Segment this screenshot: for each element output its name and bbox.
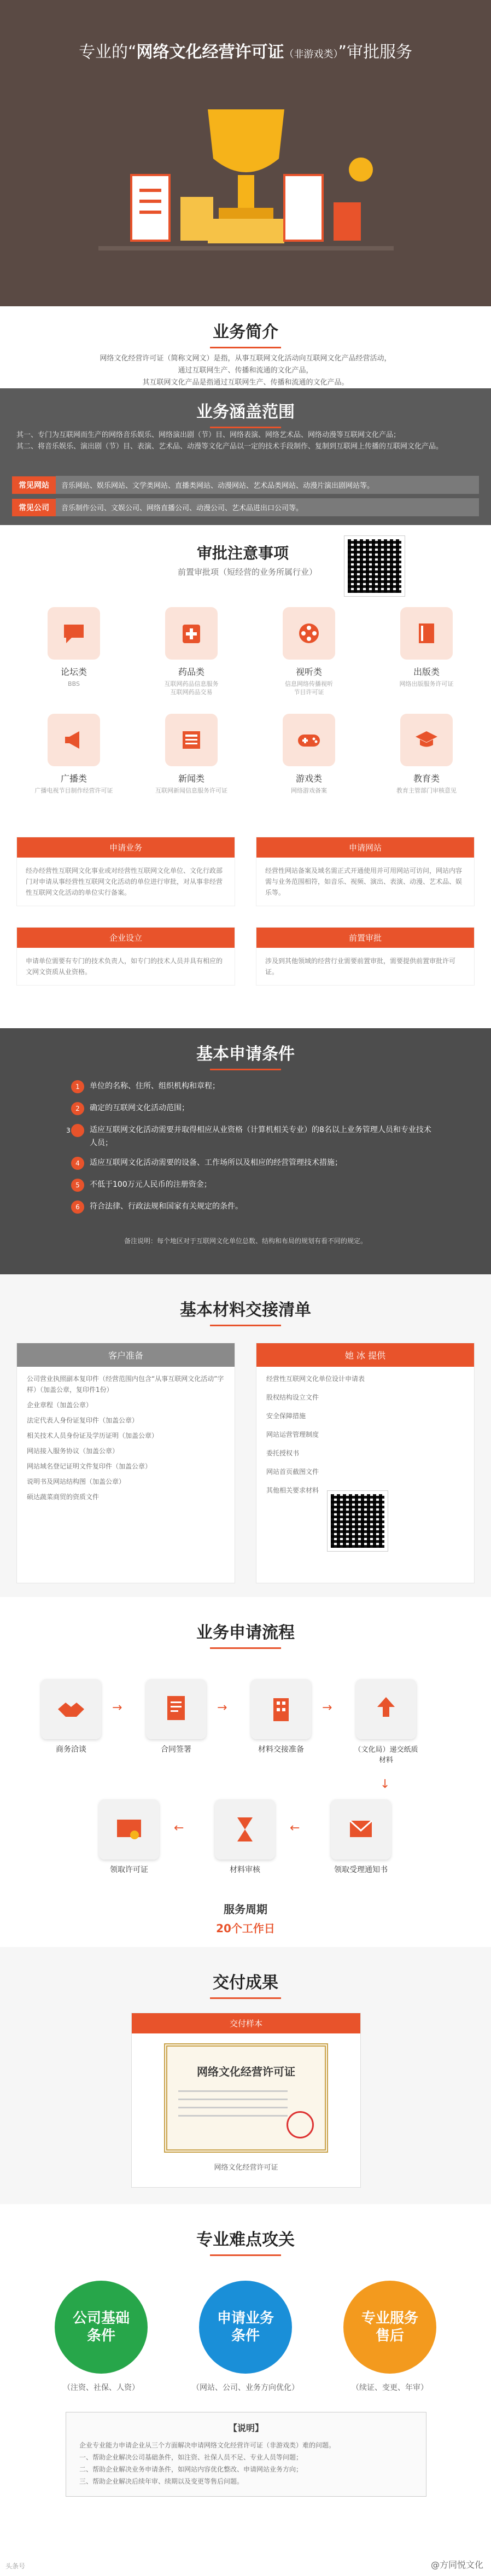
notes-section [0, 525, 491, 1028]
result-section [0, 1947, 491, 2204]
arrow-right-icon: → [217, 1701, 227, 1715]
category-publishing: 出版类 网络出版服务许可证 [372, 607, 481, 688]
difficulty-ball: 专业服务 售后 [343, 2281, 436, 2374]
list-item: 网站接入服务协议（加盖公章） [27, 1447, 119, 1455]
trophy-illustration [98, 93, 394, 273]
list-item: 公司营业执照副本复印件（经营范围内包含“从事互联网文化活动”字样）（加盖公章，复印件1份） [27, 1375, 224, 1394]
building-icon [251, 1679, 311, 1739]
process-step: 合同签署 [143, 1679, 209, 1755]
explain-line: 三、帮助企业解决后续年审、续期以及变更等售后问题。 [79, 2478, 244, 2485]
difficulty-caption: （注资、社保、人资） [63, 2383, 139, 2392]
list-item: 相关技术人员身份证及学历证明（加盖公章） [27, 1432, 159, 1439]
difficulty-caption: （网站、公司、业务方向优化） [192, 2383, 299, 2392]
difficulty-ball: 申请业务 条件 [199, 2281, 292, 2374]
conditions-section [0, 1028, 491, 1274]
result-card [131, 2013, 361, 2188]
service-period-label: 服务周期 [224, 1903, 267, 1916]
chat-icon [48, 607, 100, 660]
note-box [16, 927, 235, 986]
condition-item: 3 适应互联网文化活动需要并取得相应从业资格（计算机相关专业）的8名以上业务管理人员和专业技术人员； [71, 1124, 432, 1149]
category-forum: 论坛类 BBS [19, 607, 128, 688]
book-icon [400, 607, 453, 660]
category-news: 新闻类 互联网新闻信息服务许可证 [137, 714, 246, 795]
watermark-left: 头条号 [5, 2562, 26, 2570]
scope-row [12, 498, 479, 516]
note-box-head: 申请网站 [256, 837, 474, 858]
certificate-icon [99, 1799, 159, 1860]
list-item: 网站首页截图文件 [266, 1468, 319, 1476]
gamepad-icon [283, 714, 335, 766]
list-item: 硕达蔬菜商贸的资质文件 [27, 1493, 100, 1501]
list-item: 委托授权书 [266, 1449, 300, 1457]
difficulty-section [0, 2204, 491, 2576]
difficulty-caption: （续证、变更、年审） [352, 2383, 428, 2392]
graduation-icon [400, 714, 453, 766]
difficulty-ball: 公司基础 条件 [55, 2281, 148, 2374]
condition-item: 5 不低于100万元人民币的注册资金； [71, 1179, 432, 1192]
film-icon [283, 607, 335, 660]
certificate-image [164, 2043, 328, 2153]
scope-row-text: 音乐制作公司、文娱公司、网络直播公司、动漫公司、艺术品进出口公司等。 [56, 498, 479, 516]
list-item: 其他相关要求材料 [266, 1487, 319, 1494]
process-step: 材料交接准备 [248, 1679, 314, 1755]
process-step: 材料审核 [212, 1799, 278, 1875]
qr-code [344, 536, 405, 596]
notes-subtitle: 前置审批项（短经营的业务所属行业） [178, 567, 318, 577]
note-box-body: 经营性网站备案及域名需正式开通使用并可用网站可访问，网站内容需与业务范围相符，如音乐、视频、演出、表演、动漫、艺术品、娱乐等。 [256, 858, 474, 906]
seal-icon [287, 2111, 314, 2138]
qr-code [328, 1491, 388, 1551]
handshake-icon [41, 1679, 101, 1739]
provider-box [256, 1343, 475, 1583]
materials-section [0, 1274, 491, 1597]
scope-row-text: 音乐网站、娱乐网站、文学类网站、直播类网站、动漫网站、艺术品类网站、动漫片演出剧网站等。 [56, 476, 479, 494]
process-step: 领取受理通知书 [328, 1799, 394, 1875]
result-title: 交付成果 [0, 1969, 491, 1999]
note-box-head: 申请业务 [17, 837, 235, 858]
note-box-body: 经办经营性互联网文化事业或对经营性互联网文化单位、文化行政部门对申请从事经营性互联网文化活动的单位进行审批，对从事非经营性互联网文化活动的单位实行备案。 [17, 858, 235, 906]
arrow-down-icon: ↓ [380, 1777, 390, 1791]
note-box [256, 837, 475, 906]
conditions-note: 备注说明：每个地区对于互联网文化单位总数、结构和布局的规划有看不同的规定。 [124, 1237, 367, 1245]
intro-title: 业务简介 [0, 318, 491, 348]
list-item: 企业章程（加盖公章） [27, 1401, 93, 1409]
category-broadcast: 广播类 广播电视节目制作经营许可证 [19, 714, 128, 795]
list-item: 安全保障措施 [266, 1412, 306, 1420]
scope-title: 业务涵盖范围 [0, 398, 491, 428]
scope-row [12, 476, 479, 494]
list-item: 经营性互联网文化单位设计申请表 [266, 1375, 365, 1383]
notice-icon [331, 1799, 391, 1860]
arrow-right-icon: → [322, 1701, 332, 1715]
hero-banner [0, 0, 491, 306]
service-period [0, 1901, 491, 1936]
explain-box [66, 2412, 426, 2497]
service-period-value: 20个工作日 [216, 1922, 275, 1935]
note-box-body: 涉及到其他领域的经营行业需要前置审批，需要提供前置审批许可证。 [256, 948, 474, 985]
scope-row-tag: 常见公司 [12, 499, 56, 516]
intro-section [0, 306, 491, 388]
scope-section [0, 388, 491, 525]
client-prep-box [16, 1343, 235, 1583]
note-box-body: 申请单位需要有专门的技术负责人，如专门的技术人员并具有相应的文网文资质从业资格。 [17, 948, 235, 985]
materials-title: 基本材料交接清单 [0, 1296, 491, 1326]
explain-line: 一、帮助企业解决公司基础条件，如注资、社保人员不足、专业人员等问题； [79, 2453, 303, 2461]
explain-line: 二、帮助企业解决业务申请条件，如网站内容优化整改、申请网站业务方向； [79, 2466, 303, 2473]
process-step: 商务洽谈 [38, 1679, 104, 1755]
explain-line: 企业专业能力申请企业从三个方面解决申请网络文化经营许可证（非游戏类）难的问题。 [79, 2441, 336, 2449]
explain-head: 【说明】 [228, 2423, 264, 2433]
client-prep-head: 客户准备 [17, 1343, 235, 1367]
upload-icon [356, 1679, 416, 1739]
condition-item: 1 单位的名称、住所、组织机构和章程； [71, 1080, 432, 1093]
scope-rows [12, 476, 479, 516]
certificate-lines [178, 2090, 288, 2117]
list-item: 股权结构设立文件 [266, 1394, 319, 1401]
condition-item: 4 适应互联网文化活动需要的设备、工作场所以及相应的经营管理技术措施； [71, 1157, 432, 1170]
intro-text: 网络文化经营许可证（简称文网文）是指，从事互联网文化活动向互联网文化产品经营活动， 通过互联网生产、传播和流通的文化产品， 其互联网文化产品是指通过互联网生产、传播和流通的文化产品。 [100, 354, 391, 387]
certificate-title: 网络文化经营许可证 [197, 2065, 295, 2078]
category-education: 教育类 教育主管部门审核意见 [372, 714, 481, 795]
arrow-left-icon: ← [290, 1821, 300, 1835]
conditions-title: 基本申请条件 [0, 1040, 491, 1070]
list-item: 说明书及网站结构图（加盖公章） [27, 1478, 126, 1485]
contract-icon [146, 1679, 206, 1739]
news-icon [165, 714, 218, 766]
process-step: （文化局）递交纸质材料 [353, 1679, 419, 1764]
difficulty-title: 专业难点攻关 [0, 2226, 491, 2256]
medicine-icon [165, 607, 218, 660]
provider-head: 她 冰 提供 [256, 1343, 474, 1367]
condition-item: 2 确定的互联网文化活动范围； [71, 1102, 432, 1115]
megaphone-icon [48, 714, 100, 766]
provider-list [256, 1367, 474, 1502]
client-prep-list [17, 1367, 235, 1509]
condition-item: 6 符合法律、行政法规和国家有关规定的条件。 [71, 1200, 432, 1214]
category-medicine: 药品类 互联网药品信息服务 互联网药品交易 [137, 607, 246, 696]
category-video: 视听类 信息网络传播视听 节目许可证 [254, 607, 364, 696]
hero-title: 专业的“网络文化经营许可证（非游戏类）”审批服务 [78, 43, 413, 62]
certificate-caption: 网络文化经营许可证 [214, 2164, 278, 2172]
arrow-left-icon: ← [174, 1821, 184, 1835]
process-step: 领取许可证 [96, 1799, 162, 1875]
scope-row-tag: 常见网站 [12, 476, 56, 494]
note-box-head: 企业设立 [17, 928, 235, 948]
list-item: 网站运营管理制度 [266, 1431, 319, 1438]
scope-text: 其一、专门为互联网而生产的网络音乐娱乐、网络演出剧（节）目、网络表演、网络艺术品、网络动漫等互联网文化产品； 其二、将音乐娱乐、演出剧（节）目、表演、艺术品、动漫等文化产品以一定的技术手段制作、复制到互联网上传播的互联网文化产品。 [16, 431, 443, 451]
category-game: 游戏类 网络游戏备案 [254, 714, 364, 795]
result-card-head: 交付样本 [132, 2013, 360, 2033]
arrow-right-icon: → [112, 1701, 122, 1715]
process-section [0, 1597, 491, 1947]
list-item: 网站域名登记证明文件复印件（加盖公章） [27, 1462, 152, 1470]
process-title: 业务申请流程 [0, 1619, 491, 1649]
note-box [256, 927, 475, 986]
notes-title: 审批注意事项 [197, 544, 289, 562]
note-box-head: 前置审批 [256, 928, 474, 948]
watermark-right: @方同悦文化 [430, 2560, 483, 2570]
hourglass-icon [215, 1799, 275, 1860]
list-item: 法定代表人身份证复印件（加盖公章） [27, 1417, 139, 1424]
note-box [16, 837, 235, 906]
